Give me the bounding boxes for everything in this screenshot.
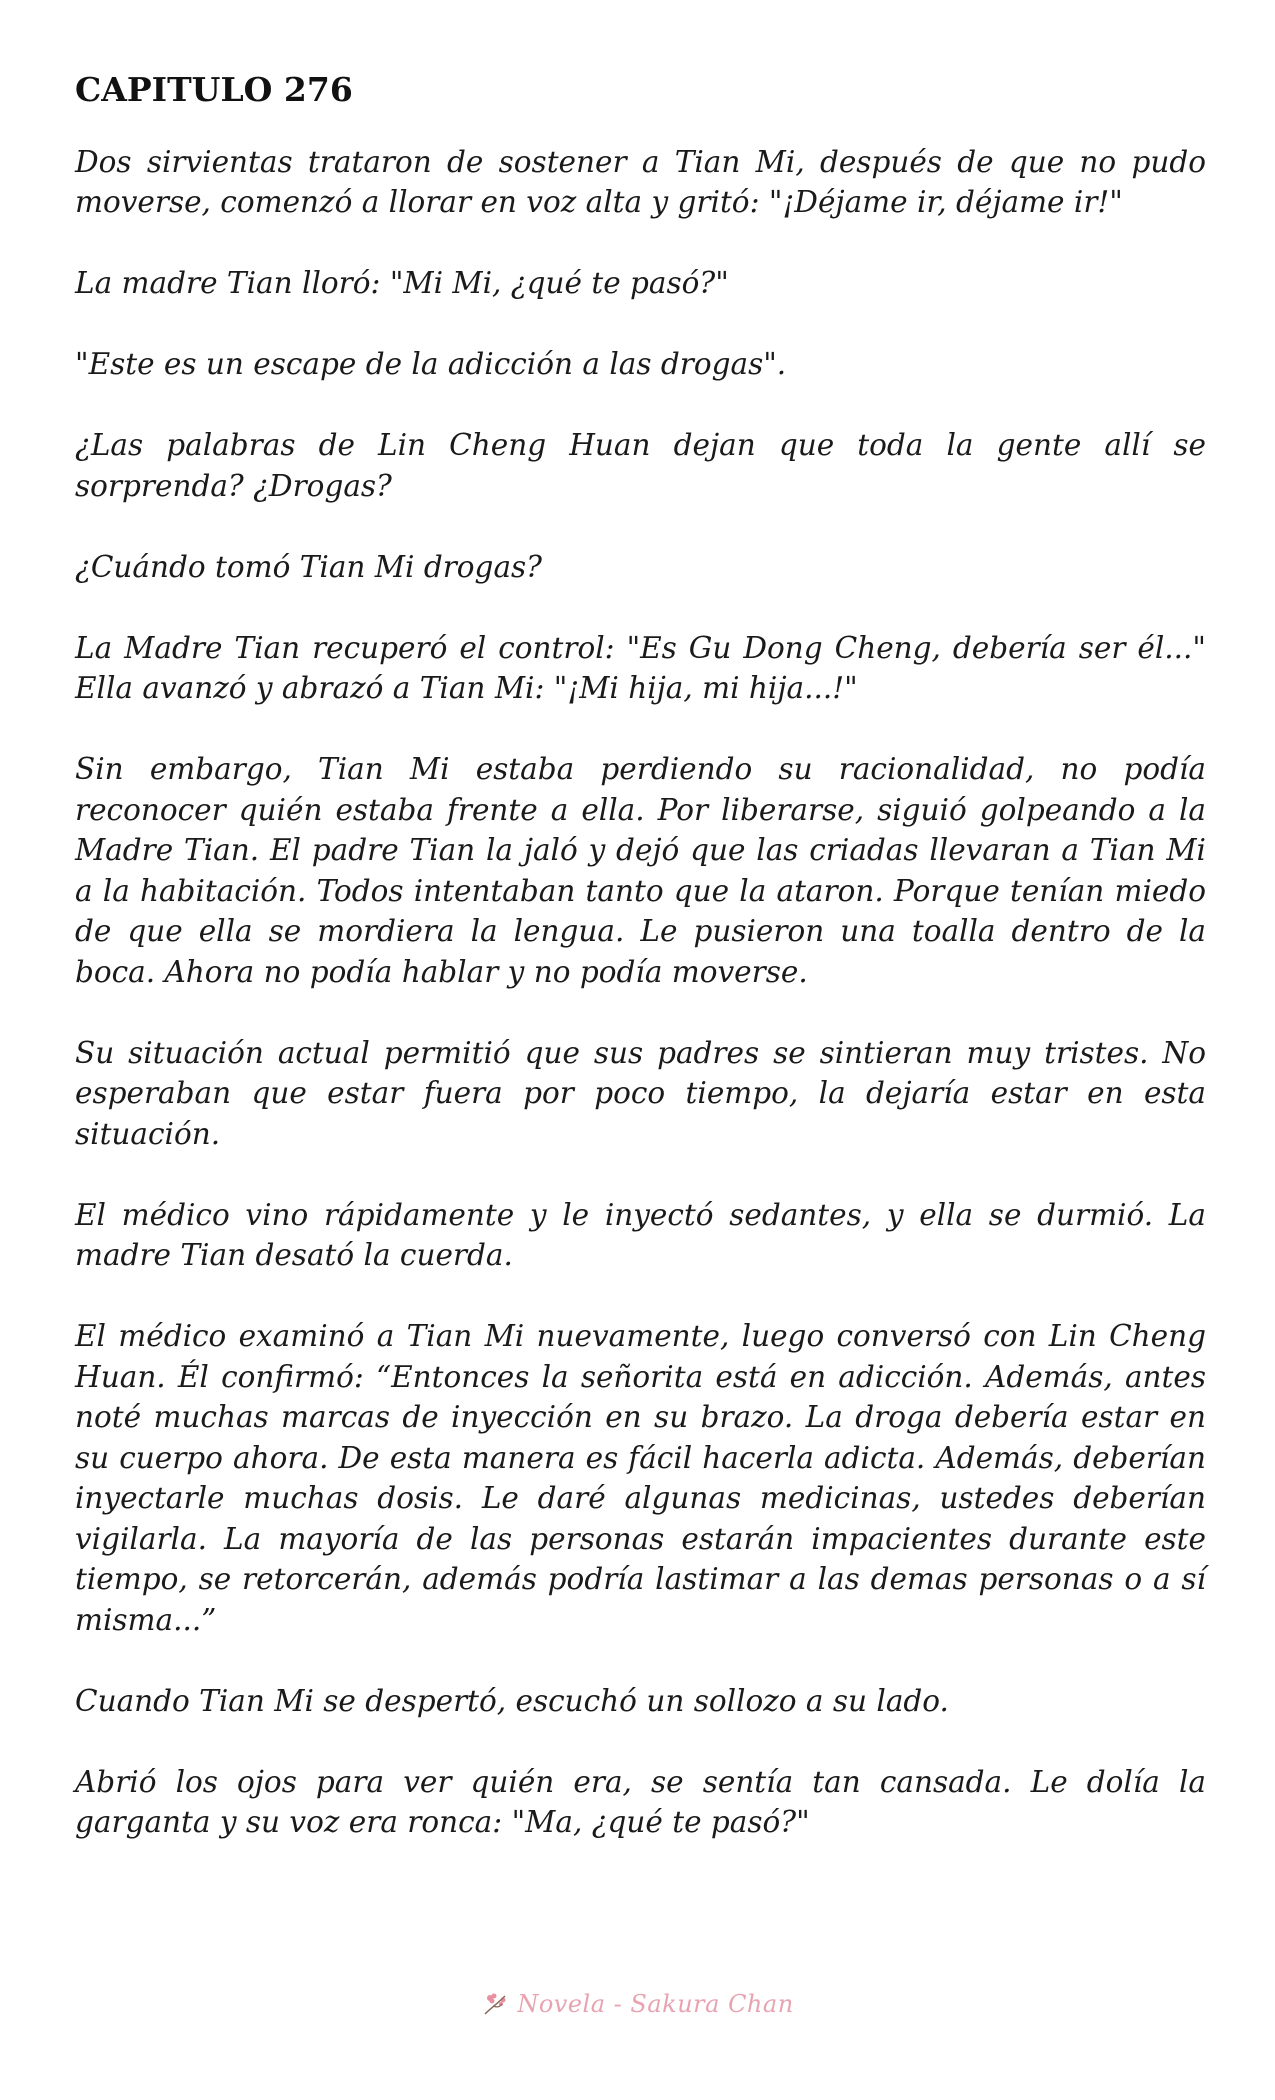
paragraph-1: Dos sirvientas trataron de sostener a Tian Mi, después de que no pudo moverse, comenzó a llorar en voz alta y gritó: "¡Déjame ir, déjame ir!" (75, 144, 1206, 220)
watermark-text: Novela - Sakura Chan (517, 1990, 794, 2018)
paragraph-10: El médico examinó a Tian Mi nuevamente, luego conversó con Lin Cheng Huan. Él confirmó: “Entonces la señorita está en adicción. Además, antes noté muchas marcas de inyección en su brazo. La droga debería estar en su cuerpo ahora. De esta manera es fácil hacerla adicta. Además, deberían inyectarle muchas dosis. Le daré algunas medicinas, ustedes deberían vigilarla. La mayoría de las personas estarán impacientes durante este tiempo, se retorcerán, además podría lastimar a las demas personas o a sí misma...” (75, 1319, 1206, 1637)
paragraph-7: Sin embargo, Tian Mi estaba perdiendo su racionalidad, no podía reconocer quién estaba frente a ella. Por liberarse, siguió golpeando a la Madre Tian. El padre Tian la jaló y dejó que las criadas llevaran a Tian Mi a la habitación. Todos intentaban tanto que la ataron. Porque tenían miedo de que ella se mordiera la lengua. Le pusieron una toalla dentro de la boca. Ahora no podía hablar y no podía moverse. (75, 752, 1206, 989)
paragraph-5: ¿Cuándo tomó Tian Mi drogas? (75, 549, 542, 584)
paragraph-2: La madre Tian lloró: "Mi Mi, ¿qué te pasó?" (75, 266, 729, 301)
paragraph-8: Su situación actual permitió que sus padres se sintieran muy tristes. No esperaban que estar fuera por poco tiempo, la dejaría estar en esta situación. (75, 1035, 1206, 1151)
paragraph-4: ¿Las palabras de Lin Cheng Huan dejan que toda la gente allí se sorprenda? ¿Drogas? (75, 428, 1206, 503)
sakura-flower-icon (481, 1990, 511, 2018)
paragraph-6: La Madre Tian recuperó el control: "Es Gu Dong Cheng, debería ser él..." Ella avanzó y abrazó a Tian Mi: "¡Mi hija, mi hija...!" (75, 630, 1206, 706)
paragraph-9: El médico vino rápidamente y le inyectó sedantes, y ella se durmió. La madre Tian desató la cuerda. (75, 1197, 1206, 1273)
watermark (0, 1990, 1275, 2023)
paragraph-3: "Este es un escape de la adicción a las drogas". (75, 347, 787, 382)
paragraph-12: Abrió los ojos para ver quién era, se sentía tan cansada. Le dolía la garganta y su voz era ronca: "Ma, ¿qué te pasó?" (75, 1764, 1206, 1840)
chapter-title: CAPITULO 276 (75, 70, 353, 109)
paragraph-11: Cuando Tian Mi se despertó, escuchó un sollozo a su lado. (75, 1683, 949, 1718)
document-page (75, 70, 1206, 1883)
